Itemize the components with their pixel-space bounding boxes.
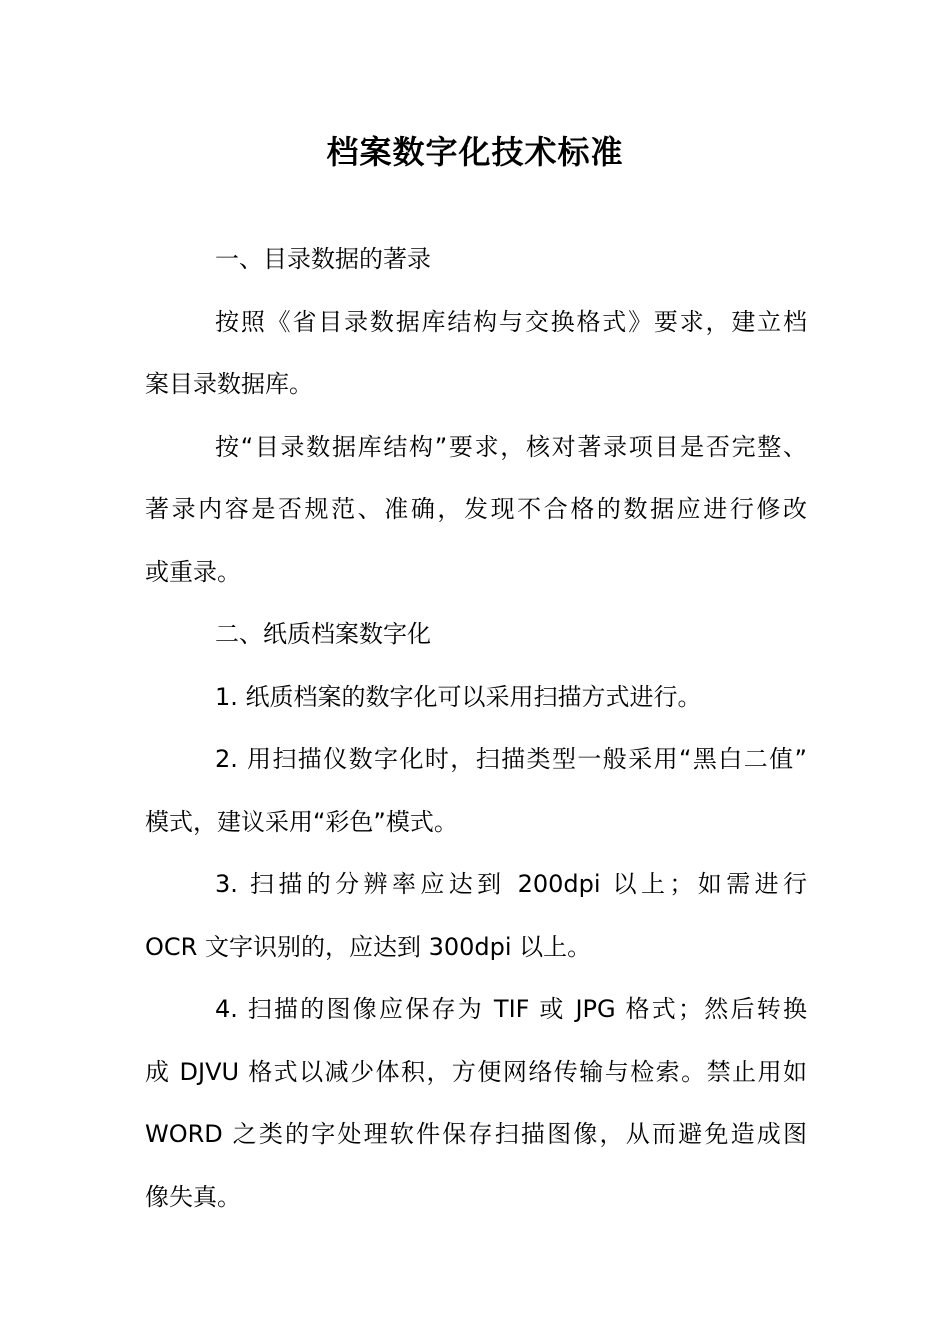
text-line: 按照《省目录数据库结构与交换格式》要求，建立档 xyxy=(215,307,807,336)
section-heading xyxy=(145,228,807,291)
text-line: 2. 用扫描仪数字化时，扫描类型一般采用“黑白二值” xyxy=(215,745,807,773)
text-line: OCR 文字识别的，应达到 300dpi 以上。 xyxy=(145,932,592,961)
list-item xyxy=(145,978,807,1228)
text-line: 或重录。 xyxy=(145,557,241,586)
section-heading xyxy=(145,603,807,666)
text-line: 按“目录数据库结构”要求，核对著录项目是否完整、 xyxy=(215,432,807,461)
document-title: 档案数字化技术标准 xyxy=(326,133,624,171)
document-body xyxy=(145,228,807,1228)
text-line: 二、纸质档案数字化 xyxy=(215,620,431,648)
paragraph xyxy=(145,291,807,416)
text-line: 1. 纸质档案的数字化可以采用扫描方式进行。 xyxy=(215,682,702,711)
text-line: 案目录数据库。 xyxy=(145,370,313,398)
list-item xyxy=(145,666,807,729)
paragraph xyxy=(145,416,807,604)
list-item xyxy=(145,853,807,978)
text-line: 像失真。 xyxy=(145,1182,241,1211)
text-line: 3. 扫描的分辨率应达到 200dpi 以上；如需进行 xyxy=(215,870,807,898)
text-line: 成 DJVU 格式以减少体积，方便网络传输与检索。禁止用如 xyxy=(145,1057,807,1086)
text-line: 一、目录数据的著录 xyxy=(215,245,431,273)
list-item xyxy=(145,728,807,853)
text-line: 著录内容是否规范、准确，发现不合格的数据应进行修改 xyxy=(145,495,807,523)
text-line: 模式，建议采用“彩色”模式。 xyxy=(145,807,458,836)
text-line: 4. 扫描的图像应保存为 TIF 或 JPG 格式；然后转换 xyxy=(215,995,807,1023)
text-line: WORD 之类的字处理软件保存扫描图像，从而避免造成图 xyxy=(145,1120,807,1148)
